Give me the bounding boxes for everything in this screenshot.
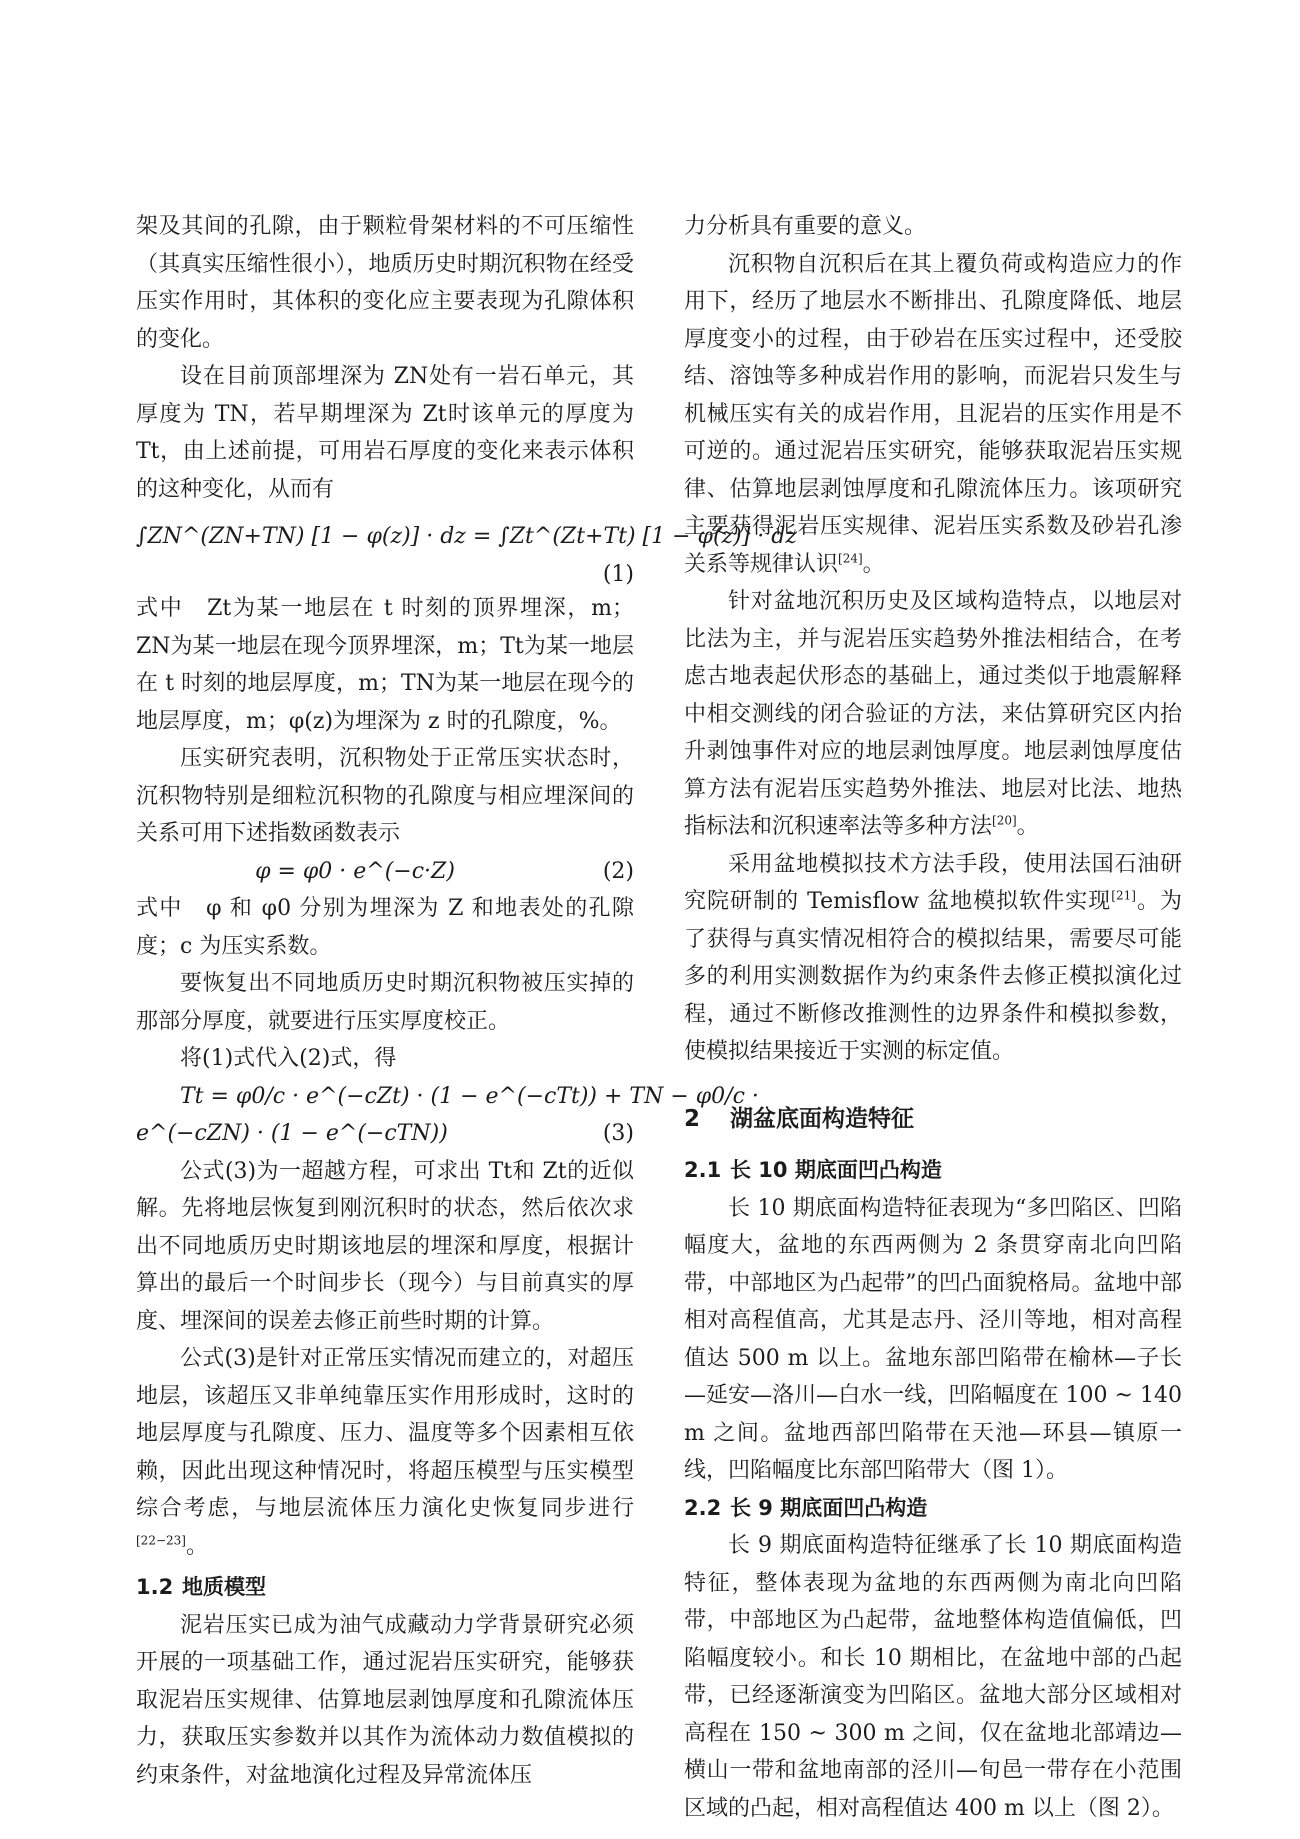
citation: [24] — [838, 551, 863, 566]
section-number: 2.1 — [684, 1158, 722, 1182]
paragraph-text: 针对盆地沉积历史及区域构造特点，以地层对比法为主，并与泥岩压实趋势外推法相结合，在考虑古地表起伏形态的基础上，通过类似于地震解释中相交测线的闭合验证的方法，来估算研究区内抬升剥蚀事件对应的地层剥蚀厚度。地层剥蚀厚度估算方法有泥岩压实趋势外推法、地层对比法、地热指标法和沉积速率法等多种方法 — [684, 589, 1182, 839]
paragraph-text: 采用盆地模拟技术方法手段，使用法国石油研究院研制的 Temisflow 盆地模拟软件实现 — [684, 851, 1182, 914]
paragraph: 将(1)式代入(2)式，得 — [180, 1046, 397, 1071]
citation: [22−23] — [136, 1533, 186, 1548]
citation: [21] — [1111, 888, 1136, 903]
paragraph — [136, 1340, 634, 1565]
paragraph: 式中 φ 和 φ0 分别为埋深为 Z 和地表处的孔隙度；c 为压实系数。 — [136, 896, 634, 959]
section-title: 长 10 期底面凹凸构造 — [730, 1158, 942, 1182]
equation-number: (2) — [602, 858, 634, 884]
equation-2 — [136, 853, 634, 891]
equation-body: ∫ZN^(ZN+TN) [1 − φ(z)] · dz = ∫Zt^(Zt+Tt) [1 − φ(z)] · dz — [136, 524, 797, 549]
section-number: 2 — [684, 1105, 701, 1132]
section-number: 1.2 — [136, 1575, 174, 1599]
paragraph: 泥岩压实已成为油气成藏动力学背景研究必须开展的一项基础工作，通过泥岩压实研究，能够获取泥岩压实规律、估算地层剥蚀厚度和孔隙流体压力，获取压实参数并以其作为流体动力数值模拟的约束条件，对盆地演化过程及异常流体压 — [136, 1612, 634, 1788]
paragraph-text-cont: 。为了获得与真实情况相符合的模拟结果，需要尽可能多的利用实测数据作为约束条件去修正模拟演化过程，通过不断修改推测性的边界条件和模拟参数，使模拟结果接近于实测的标定值。 — [684, 889, 1182, 1064]
paragraph-end: 。 — [862, 551, 885, 577]
paragraph: 架及其间的孔隙，由于颗粒骨架材料的不可压缩性（其真实压缩性很小），地质历史时期沉积物在经受压实作用时，其体积的变化应主要表现为孔隙体积的变化。 — [136, 214, 634, 352]
citation: [20] — [992, 813, 1017, 828]
paragraph-end: 。 — [185, 1533, 208, 1559]
paragraph: 压实研究表明，沉积物处于正常压实状态时，沉积物特别是细粒沉积物的孔隙度与相应埋深间的关系可用下述指数函数表示 — [136, 746, 634, 846]
paragraph-text: 沉积物自沉积后在其上覆负荷或构造应力的作用下，经历了地层水不断排出、孔隙度降低、地层厚度变小的过程，由于砂岩在压实过程中，还受胶结、溶蚀等多种成岩作用的影响，而泥岩只发生与机械压实有关的成岩作用，且泥岩的压实作用是不可逆的。通过泥岩压实研究，能够获取泥岩压实规律、估算地层剥蚀厚度和孔隙流体压力。该项研究主要获得泥岩压实规律、泥岩压实系数及砂岩孔渗关系等规律认识 — [684, 251, 1182, 577]
section-heading-2 — [684, 1101, 1182, 1139]
equation-number: (1) — [602, 562, 634, 587]
paragraph — [684, 246, 1182, 584]
section-heading-2-2 — [684, 1490, 1182, 1528]
equation-3 — [136, 1078, 759, 1153]
equation-number: (3) — [602, 1121, 634, 1146]
paragraph: 要恢复出不同地质历史时期沉积物被压实掉的那部分厚度，就要进行压实厚度校正。 — [136, 971, 634, 1034]
equation-line: e^(−cZN) · (1 − e^(−cTN)) — [136, 1121, 448, 1146]
paragraph: 力分析具有重要的意义。 — [684, 214, 927, 239]
paragraph-end: 。 — [1016, 814, 1039, 839]
paragraph: 公式(3)为一超越方程，可求出 Tt和 Zt的近似解。先将地层恢复到刚沉积时的状态，然后依次求出不同地质历史时期该地层的埋深和厚度，根据计算出的最后一个时间步长（现今）与目前真实的厚度、埋深间的误差去修正前些时期的计算。 — [136, 1158, 634, 1334]
section-heading-2-1 — [684, 1152, 1182, 1190]
paragraph: 长 10 期底面构造特征表现为“多凹陷区、凹陷幅度大，盆地的东西两侧为 2 条贯穿南北向凹陷带，中部地区为凸起带”的凹凸面貌格局。盆地中部相对高程值高，尤其是志丹、泾川等地，相对高程值达 500 m 以上。盆地东部凹陷带在榆林—子长—延安—洛川—白水一线，凹陷幅度在 100 ~ 140 m 之间。盆地西部凹陷带在天池—环县—镇原一线，凹陷幅度比东部凹陷带大（图 1）。 — [684, 1195, 1182, 1483]
paragraph: 设在目前顶部埋深为 ZN处有一岩石单元，其厚度为 TN，若早期埋深为 Zt时该单元的厚度为 Tt，由上述前提，可用岩石厚度的变化来表示体积的这种变化，从而有 — [136, 364, 634, 502]
paragraph — [684, 846, 1182, 1071]
equation-1 — [136, 512, 797, 590]
section-title: 湖盆底面构造特征 — [730, 1105, 914, 1132]
equation-body: φ = φ0 · e^(−c·Z) — [255, 858, 455, 884]
paragraph — [684, 583, 1182, 846]
section-number: 2.2 — [684, 1495, 722, 1520]
paragraph-text: 公式(3)是针对正常压实情况而建立的，对超压地层，该超压又非单纯靠压实作用形成时，这时的地层厚度与孔隙度、压力、温度等多个因素相互依赖，因此出现这种情况时，将超压模型与压实模型综合考虑，与地层流体压力演化史恢复同步进行 — [136, 1346, 634, 1521]
equation-line: Tt = φ0/c · e^(−cZt) · (1 − e^(−cTt)) + TN − φ0/c · — [180, 1083, 759, 1109]
section-title: 长 9 期底面凹凸构造 — [730, 1495, 928, 1520]
paragraph: 长 9 期底面构造特征继承了长 10 期底面构造特征，整体表现为盆地的东西两侧为南北向凹陷带，中部地区为凸起带，盆地整体构造值偏低，凹陷幅度较小。和长 10 期相比，在盆地中部的凸起带，已经逐渐演变为凹陷区。盆地大部分区域相对高程在 150 ~ 300 m 之间，仅在盆地北部靖边—横山一带和盆地南部的泾川—旬邑一带存在小范围区域的凸起，相对高程值达 400 m 以上（图 2）。 — [684, 1533, 1182, 1821]
right-column — [684, 208, 1182, 1827]
paragraph: 式中 Zt为某一地层在 t 时刻的顶界埋深，m；ZN为某一地层在现今顶界埋深，m；Tt为某一地层在 t 时刻的地层厚度，m；TN为某一地层在现今的地层厚度，m；φ(z)为埋深为 z 时的孔隙度，%。 — [136, 596, 634, 734]
section-title: 地质模型 — [182, 1575, 266, 1599]
section-heading-1-2 — [136, 1569, 634, 1607]
